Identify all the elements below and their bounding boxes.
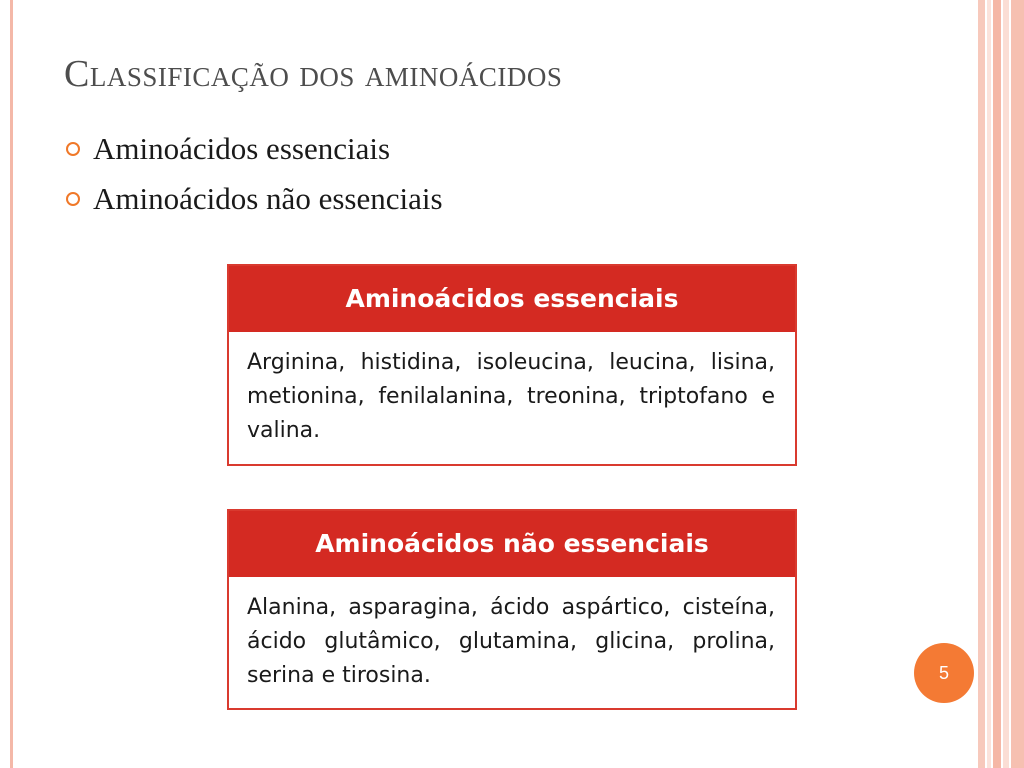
bullet-text: Aminoácidos não essenciais <box>93 181 443 216</box>
bullet-item <box>66 174 443 224</box>
right-decorative-stripe <box>993 0 1001 768</box>
card-body: Arginina, histidina, isoleucina, leucina, lisina, metionina, fenilalanina, treonina, triptofano e valina. <box>247 350 775 443</box>
ring-bullet-icon <box>66 192 80 206</box>
ring-bullet-icon <box>66 142 80 156</box>
right-decorative-stripe <box>987 0 991 768</box>
essential-amino-acids-card <box>227 264 797 466</box>
right-decorative-stripe <box>978 0 985 768</box>
card-header: Aminoácidos não essenciais <box>229 511 795 577</box>
page-number-badge: 5 <box>914 643 974 703</box>
left-decorative-stripe <box>10 0 13 768</box>
slide-title: Classificação dos aminoácidos <box>64 53 563 95</box>
bullet-item <box>66 124 443 174</box>
right-decorative-stripe <box>1003 0 1009 768</box>
bullet-text: Aminoácidos essenciais <box>93 131 391 166</box>
non-essential-amino-acids-card <box>227 509 797 710</box>
bullet-list <box>66 124 443 224</box>
card-body: Alanina, asparagina, ácido aspártico, cisteína, ácido glutâmico, glutamina, glicina, prolina, serina e tirosina. <box>247 595 775 688</box>
card-header: Aminoácidos essenciais <box>229 266 795 332</box>
right-decorative-stripe <box>1011 0 1024 768</box>
